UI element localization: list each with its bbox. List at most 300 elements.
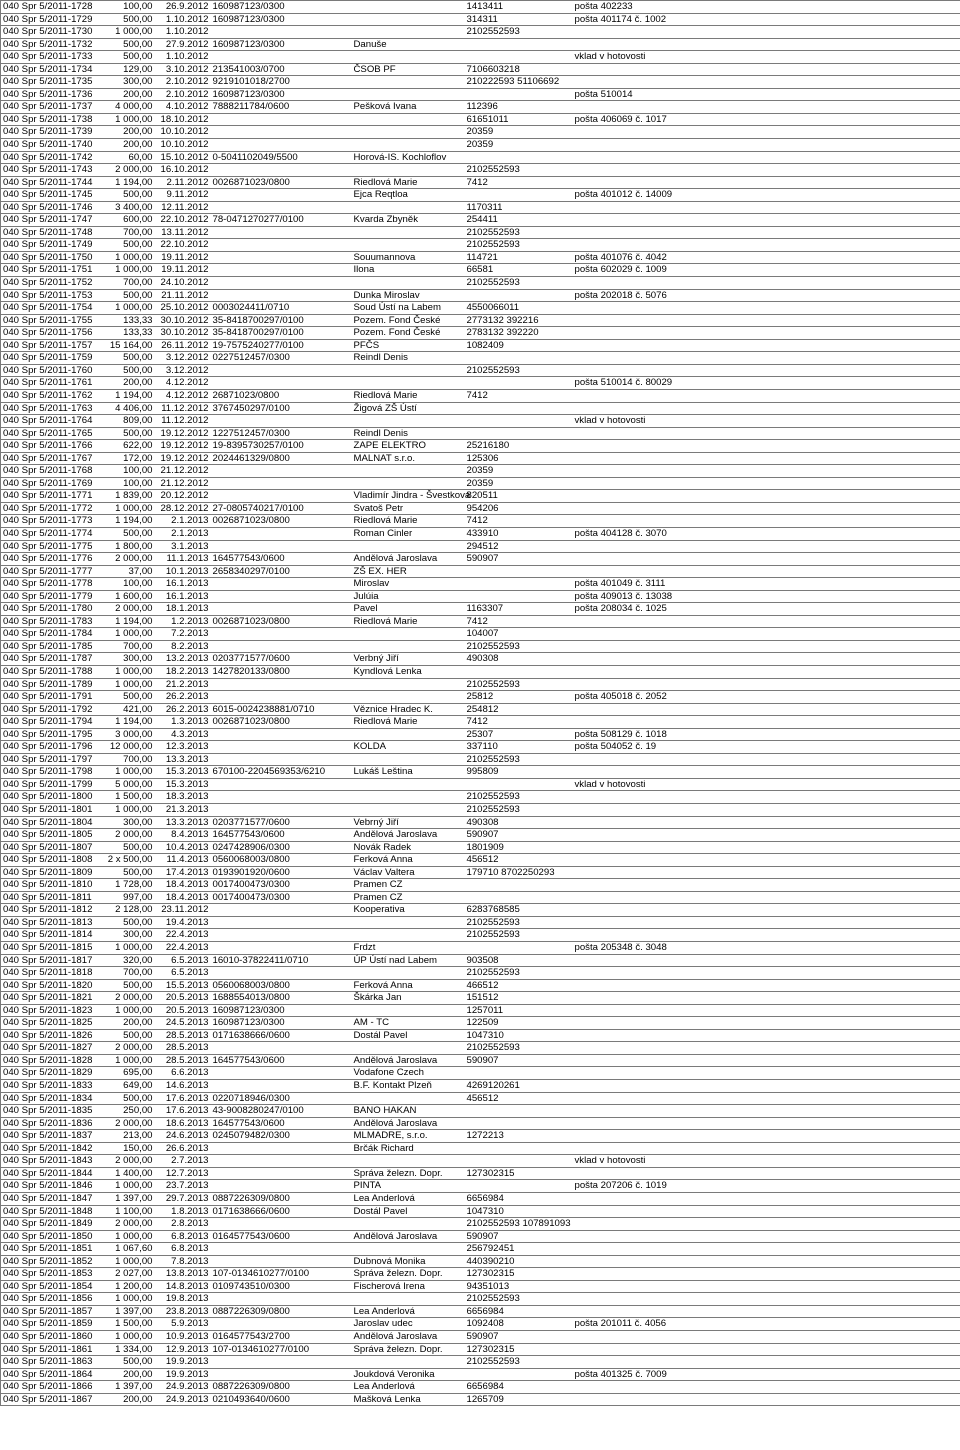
name-cell: Pozem. Fond České xyxy=(351,314,464,327)
account-cell: 160987123/0300 xyxy=(211,88,351,101)
account-cell xyxy=(211,804,351,817)
note-cell xyxy=(573,766,960,779)
account-cell xyxy=(211,590,351,603)
note-cell xyxy=(573,477,960,490)
amount-cell: 300,00 xyxy=(94,929,155,942)
date-cell: 17.6.2013 xyxy=(155,1092,211,1105)
table-row xyxy=(1,540,960,553)
amount-cell: 1 000,00 xyxy=(94,766,155,779)
note-cell: pošta 504052 č. 19 xyxy=(573,741,960,754)
date-cell: 3.1.2013 xyxy=(155,540,211,553)
ref-cell: 040 Spr 5/2011-1744 xyxy=(1,176,94,189)
vs-cell xyxy=(464,565,573,578)
note-cell xyxy=(573,1117,960,1130)
table-row xyxy=(1,728,960,741)
name-cell: Jaroslav udec xyxy=(351,1318,464,1331)
amount-cell: 500,00 xyxy=(94,841,155,854)
amount-cell: 2 000,00 xyxy=(94,1218,155,1231)
table-row xyxy=(1,402,960,415)
date-cell: 6.5.2013 xyxy=(155,954,211,967)
date-cell: 10.1.2013 xyxy=(155,565,211,578)
note-cell xyxy=(573,929,960,942)
name-cell: Joukdová Veronika xyxy=(351,1368,464,1381)
note-cell xyxy=(573,1105,960,1118)
vs-cell: 1163307 xyxy=(464,603,573,616)
account-cell xyxy=(211,51,351,64)
name-cell: Novák Radek xyxy=(351,841,464,854)
vs-cell: 2102552593 xyxy=(464,364,573,377)
account-cell xyxy=(211,929,351,942)
note-cell: pošta 508129 č. 1018 xyxy=(573,728,960,741)
table-row xyxy=(1,13,960,26)
date-cell: 29.7.2013 xyxy=(155,1192,211,1205)
ref-cell: 040 Spr 5/2011-1828 xyxy=(1,1054,94,1067)
name-cell: Reindl Denis xyxy=(351,427,464,440)
ref-cell: 040 Spr 5/2011-1768 xyxy=(1,465,94,478)
name-cell xyxy=(351,691,464,704)
table-row xyxy=(1,691,960,704)
ref-cell: 040 Spr 5/2011-1780 xyxy=(1,603,94,616)
date-cell: 4.3.2013 xyxy=(155,728,211,741)
date-cell: 1.3.2013 xyxy=(155,716,211,729)
amount-cell: 1 800,00 xyxy=(94,540,155,553)
amount-cell: 1 194,00 xyxy=(94,389,155,402)
date-cell: 3.12.2012 xyxy=(155,364,211,377)
ref-cell: 040 Spr 5/2011-1736 xyxy=(1,88,94,101)
date-cell: 6.8.2013 xyxy=(155,1243,211,1256)
account-cell: 0210493640/0600 xyxy=(211,1393,351,1406)
amount-cell: 500,00 xyxy=(94,289,155,302)
name-cell xyxy=(351,628,464,641)
account-cell xyxy=(211,1080,351,1093)
vs-cell: 104007 xyxy=(464,628,573,641)
vs-cell: 2102552593 xyxy=(464,277,573,290)
account-cell xyxy=(211,465,351,478)
table-row xyxy=(1,264,960,277)
date-cell: 26.11.2012 xyxy=(155,339,211,352)
table-row xyxy=(1,603,960,616)
account-cell xyxy=(211,1142,351,1155)
note-cell: pošta 510014 xyxy=(573,88,960,101)
vs-cell: 7412 xyxy=(464,615,573,628)
date-cell: 25.10.2012 xyxy=(155,302,211,315)
table-row xyxy=(1,427,960,440)
amount-cell: 500,00 xyxy=(94,427,155,440)
account-cell xyxy=(211,415,351,428)
ref-cell: 040 Spr 5/2011-1807 xyxy=(1,841,94,854)
note-cell: vklad v hotovosti xyxy=(573,778,960,791)
date-cell: 2.10.2012 xyxy=(155,88,211,101)
table-row xyxy=(1,590,960,603)
ref-cell: 040 Spr 5/2011-1751 xyxy=(1,264,94,277)
name-cell: Andělová Jaroslava xyxy=(351,1117,464,1130)
date-cell: 19.12.2012 xyxy=(155,440,211,453)
account-cell xyxy=(211,1042,351,1055)
note-cell: pošta 401012 č. 14009 xyxy=(573,189,960,202)
amount-cell: 500,00 xyxy=(94,239,155,252)
table-row xyxy=(1,189,960,202)
table-row xyxy=(1,716,960,729)
account-cell xyxy=(211,239,351,252)
account-cell xyxy=(211,603,351,616)
amount-cell: 2 027,00 xyxy=(94,1268,155,1281)
vs-cell: 2102552593 xyxy=(464,967,573,980)
table-row xyxy=(1,904,960,917)
ref-cell: 040 Spr 5/2011-1796 xyxy=(1,741,94,754)
account-cell: 0171638666/0600 xyxy=(211,1205,351,1218)
note-cell xyxy=(573,1381,960,1394)
vs-cell: 2102552593 xyxy=(464,804,573,817)
account-cell xyxy=(211,490,351,503)
amount-cell: 1 000,00 xyxy=(94,1293,155,1306)
account-cell: 0203771577/0600 xyxy=(211,816,351,829)
date-cell: 10.4.2013 xyxy=(155,841,211,854)
amount-cell: 4 406,00 xyxy=(94,402,155,415)
date-cell: 11.12.2012 xyxy=(155,415,211,428)
note-cell xyxy=(573,1255,960,1268)
date-cell: 22.4.2013 xyxy=(155,942,211,955)
name-cell xyxy=(351,753,464,766)
vs-cell: 4550066011 xyxy=(464,302,573,315)
account-cell: 160987123/0300 xyxy=(211,1004,351,1017)
amount-cell: 1 000,00 xyxy=(94,251,155,264)
vs-cell: 995809 xyxy=(464,766,573,779)
ref-cell: 040 Spr 5/2011-1729 xyxy=(1,13,94,26)
table-row xyxy=(1,829,960,842)
date-cell: 2.11.2012 xyxy=(155,176,211,189)
date-cell: 28.12.2012 xyxy=(155,502,211,515)
date-cell: 17.6.2013 xyxy=(155,1105,211,1118)
account-cell xyxy=(211,164,351,177)
vs-cell: 254812 xyxy=(464,703,573,716)
ref-cell: 040 Spr 5/2011-1759 xyxy=(1,352,94,365)
date-cell: 9.11.2012 xyxy=(155,189,211,202)
ref-cell: 040 Spr 5/2011-1853 xyxy=(1,1268,94,1281)
date-cell: 10.9.2013 xyxy=(155,1330,211,1343)
vs-cell: 256792451 xyxy=(464,1243,573,1256)
date-cell: 20.12.2012 xyxy=(155,490,211,503)
name-cell: Miroslav xyxy=(351,578,464,591)
amount-cell: 3 000,00 xyxy=(94,728,155,741)
ref-cell: 040 Spr 5/2011-1805 xyxy=(1,829,94,842)
account-cell xyxy=(211,139,351,152)
date-cell: 22.10.2012 xyxy=(155,214,211,227)
ref-cell: 040 Spr 5/2011-1799 xyxy=(1,778,94,791)
date-cell: 2.7.2013 xyxy=(155,1155,211,1168)
table-row xyxy=(1,201,960,214)
account-cell xyxy=(211,1318,351,1331)
table-row xyxy=(1,665,960,678)
ref-cell: 040 Spr 5/2011-1791 xyxy=(1,691,94,704)
amount-cell: 1 067,60 xyxy=(94,1243,155,1256)
date-cell: 18.3.2013 xyxy=(155,791,211,804)
table-row xyxy=(1,967,960,980)
name-cell: Mašková Lenka xyxy=(351,1393,464,1406)
ref-cell: 040 Spr 5/2011-1860 xyxy=(1,1330,94,1343)
ref-cell: 040 Spr 5/2011-1852 xyxy=(1,1255,94,1268)
vs-cell: 61651011 xyxy=(464,113,573,126)
vs-cell xyxy=(464,590,573,603)
amount-cell: 500,00 xyxy=(94,916,155,929)
vs-cell: 7106603218 xyxy=(464,63,573,76)
ref-cell: 040 Spr 5/2011-1787 xyxy=(1,653,94,666)
note-cell xyxy=(573,967,960,980)
date-cell: 10.10.2012 xyxy=(155,139,211,152)
vs-cell xyxy=(464,38,573,51)
amount-cell: 1 839,00 xyxy=(94,490,155,503)
note-cell xyxy=(573,1305,960,1318)
vs-cell xyxy=(464,1155,573,1168)
name-cell: Soud Ústí na Labem xyxy=(351,302,464,315)
ref-cell: 040 Spr 5/2011-1811 xyxy=(1,891,94,904)
note-cell xyxy=(573,1017,960,1030)
account-cell: 213541003/0700 xyxy=(211,63,351,76)
vs-cell: 2102552593 xyxy=(464,26,573,39)
ref-cell: 040 Spr 5/2011-1851 xyxy=(1,1243,94,1256)
ref-cell: 040 Spr 5/2011-1762 xyxy=(1,389,94,402)
table-row xyxy=(1,1105,960,1118)
account-cell xyxy=(211,678,351,691)
name-cell: Ilona xyxy=(351,264,464,277)
note-cell xyxy=(573,327,960,340)
ref-cell: 040 Spr 5/2011-1789 xyxy=(1,678,94,691)
note-cell xyxy=(573,76,960,89)
account-cell xyxy=(211,741,351,754)
table-row xyxy=(1,1142,960,1155)
amount-cell: 60,00 xyxy=(94,151,155,164)
note-cell xyxy=(573,402,960,415)
name-cell: Škárka Jan xyxy=(351,992,464,1005)
table-row xyxy=(1,854,960,867)
table-row xyxy=(1,1029,960,1042)
note-cell xyxy=(573,1393,960,1406)
ref-cell: 040 Spr 5/2011-1771 xyxy=(1,490,94,503)
amount-cell: 300,00 xyxy=(94,816,155,829)
table-row xyxy=(1,277,960,290)
name-cell: Pavel xyxy=(351,603,464,616)
account-cell xyxy=(211,967,351,980)
date-cell: 19.12.2012 xyxy=(155,452,211,465)
amount-cell: 2 000,00 xyxy=(94,1155,155,1168)
date-cell: 23.11.2012 xyxy=(155,904,211,917)
name-cell: Věznice Hradec K. xyxy=(351,703,464,716)
note-cell xyxy=(573,841,960,854)
ref-cell: 040 Spr 5/2011-1750 xyxy=(1,251,94,264)
account-cell: 160987123/0300 xyxy=(211,38,351,51)
name-cell: Andělová Jaroslava xyxy=(351,1230,464,1243)
amount-cell: 700,00 xyxy=(94,226,155,239)
note-cell xyxy=(573,1243,960,1256)
table-row xyxy=(1,753,960,766)
name-cell xyxy=(351,1042,464,1055)
name-cell: Vebrný Jiří xyxy=(351,816,464,829)
account-cell xyxy=(211,916,351,929)
name-cell xyxy=(351,76,464,89)
account-cell: 0164577543/2700 xyxy=(211,1330,351,1343)
table-row xyxy=(1,101,960,114)
account-cell xyxy=(211,1255,351,1268)
amount-cell: 500,00 xyxy=(94,1092,155,1105)
note-cell: pošta 404128 č. 3070 xyxy=(573,527,960,540)
note-cell xyxy=(573,992,960,1005)
vs-cell xyxy=(464,289,573,302)
table-row xyxy=(1,1293,960,1306)
note-cell xyxy=(573,440,960,453)
amount-cell: 1 500,00 xyxy=(94,791,155,804)
account-cell xyxy=(211,691,351,704)
amount-cell: 3 400,00 xyxy=(94,201,155,214)
date-cell: 4.12.2012 xyxy=(155,377,211,390)
amount-cell: 133,33 xyxy=(94,327,155,340)
amount-cell: 200,00 xyxy=(94,1017,155,1030)
name-cell xyxy=(351,1243,464,1256)
name-cell xyxy=(351,1,464,14)
note-cell xyxy=(573,1205,960,1218)
vs-cell: 4269120261 xyxy=(464,1080,573,1093)
note-cell xyxy=(573,829,960,842)
amount-cell: 2 000,00 xyxy=(94,992,155,1005)
date-cell: 10.10.2012 xyxy=(155,126,211,139)
ref-cell: 040 Spr 5/2011-1818 xyxy=(1,967,94,980)
table-row xyxy=(1,1080,960,1093)
account-cell: 1427820133/0800 xyxy=(211,665,351,678)
ref-cell: 040 Spr 5/2011-1733 xyxy=(1,51,94,64)
ref-cell: 040 Spr 5/2011-1772 xyxy=(1,502,94,515)
account-cell: 78-0471270277/0100 xyxy=(211,214,351,227)
ref-cell: 040 Spr 5/2011-1748 xyxy=(1,226,94,239)
note-cell xyxy=(573,389,960,402)
name-cell xyxy=(351,126,464,139)
account-cell: 7888211784/0600 xyxy=(211,101,351,114)
ref-cell: 040 Spr 5/2011-1779 xyxy=(1,590,94,603)
ref-cell: 040 Spr 5/2011-1730 xyxy=(1,26,94,39)
name-cell: Kyndlová Lenka xyxy=(351,665,464,678)
vs-cell: 590907 xyxy=(464,1230,573,1243)
date-cell: 26.2.2013 xyxy=(155,691,211,704)
name-cell xyxy=(351,1155,464,1168)
ref-cell: 040 Spr 5/2011-1774 xyxy=(1,527,94,540)
name-cell xyxy=(351,88,464,101)
note-cell xyxy=(573,1054,960,1067)
ref-cell: 040 Spr 5/2011-1761 xyxy=(1,377,94,390)
date-cell: 16.10.2012 xyxy=(155,164,211,177)
name-cell: Správa železn. Dopr. xyxy=(351,1167,464,1180)
ref-cell: 040 Spr 5/2011-1756 xyxy=(1,327,94,340)
note-cell xyxy=(573,1067,960,1080)
amount-cell: 622,00 xyxy=(94,440,155,453)
table-row xyxy=(1,866,960,879)
amount-cell: 1 400,00 xyxy=(94,1167,155,1180)
note-cell xyxy=(573,452,960,465)
note-cell xyxy=(573,1280,960,1293)
date-cell: 4.12.2012 xyxy=(155,389,211,402)
ref-cell: 040 Spr 5/2011-1769 xyxy=(1,477,94,490)
ref-cell: 040 Spr 5/2011-1784 xyxy=(1,628,94,641)
date-cell: 16.1.2013 xyxy=(155,590,211,603)
name-cell xyxy=(351,916,464,929)
note-cell xyxy=(573,904,960,917)
account-cell: 0003024411/0710 xyxy=(211,302,351,315)
account-cell: 0560068003/0800 xyxy=(211,854,351,867)
note-cell: pošta 202018 č. 5076 xyxy=(573,289,960,302)
vs-cell: 490308 xyxy=(464,653,573,666)
ref-cell: 040 Spr 5/2011-1760 xyxy=(1,364,94,377)
vs-cell xyxy=(464,1180,573,1193)
vs-cell: 1082409 xyxy=(464,339,573,352)
table-row xyxy=(1,916,960,929)
table-row xyxy=(1,126,960,139)
note-cell xyxy=(573,214,960,227)
table-row xyxy=(1,816,960,829)
name-cell: Julúia xyxy=(351,590,464,603)
date-cell: 24.10.2012 xyxy=(155,277,211,290)
ref-cell: 040 Spr 5/2011-1749 xyxy=(1,239,94,252)
vs-cell: 954206 xyxy=(464,502,573,515)
table-row xyxy=(1,1318,960,1331)
amount-cell: 1 100,00 xyxy=(94,1205,155,1218)
name-cell: Václav Valtera xyxy=(351,866,464,879)
table-row xyxy=(1,1243,960,1256)
vs-cell: 179710 8702250293 xyxy=(464,866,573,879)
amount-cell: 2 128,00 xyxy=(94,904,155,917)
amount-cell: 200,00 xyxy=(94,139,155,152)
vs-cell xyxy=(464,88,573,101)
date-cell: 28.5.2013 xyxy=(155,1029,211,1042)
amount-cell: 500,00 xyxy=(94,38,155,51)
note-cell xyxy=(573,553,960,566)
note-cell xyxy=(573,640,960,653)
date-cell: 19.12.2012 xyxy=(155,427,211,440)
note-cell xyxy=(573,653,960,666)
note-cell xyxy=(573,615,960,628)
note-cell xyxy=(573,1167,960,1180)
ref-cell: 040 Spr 5/2011-1843 xyxy=(1,1155,94,1168)
name-cell: Kvarda Zbyněk xyxy=(351,214,464,227)
table-row xyxy=(1,113,960,126)
note-cell: pošta 401174 č. 1002 xyxy=(573,13,960,26)
date-cell: 2.10.2012 xyxy=(155,76,211,89)
name-cell: ÚP Ústí nad Labem xyxy=(351,954,464,967)
amount-cell: 1 000,00 xyxy=(94,804,155,817)
vs-cell xyxy=(464,51,573,64)
account-cell: 9219101018/2700 xyxy=(211,76,351,89)
name-cell: Riedlová Marie xyxy=(351,716,464,729)
account-cell: 35-8418700297/0100 xyxy=(211,314,351,327)
amount-cell: 100,00 xyxy=(94,477,155,490)
amount-cell: 1 000,00 xyxy=(94,628,155,641)
date-cell: 13.3.2013 xyxy=(155,816,211,829)
date-cell: 18.1.2013 xyxy=(155,603,211,616)
vs-cell: 294512 xyxy=(464,540,573,553)
table-row xyxy=(1,1092,960,1105)
amount-cell: 1 194,00 xyxy=(94,515,155,528)
name-cell: Dunka Miroslav xyxy=(351,289,464,302)
table-row xyxy=(1,302,960,315)
account-cell: 1688554013/0800 xyxy=(211,992,351,1005)
name-cell xyxy=(351,226,464,239)
note-cell xyxy=(573,804,960,817)
note-cell xyxy=(573,1268,960,1281)
amount-cell: 1 500,00 xyxy=(94,1318,155,1331)
ref-cell: 040 Spr 5/2011-1783 xyxy=(1,615,94,628)
account-cell: 0171638666/0600 xyxy=(211,1029,351,1042)
vs-cell: 590907 xyxy=(464,829,573,842)
ref-cell: 040 Spr 5/2011-1849 xyxy=(1,1218,94,1231)
date-cell: 6.5.2013 xyxy=(155,967,211,980)
note-cell xyxy=(573,490,960,503)
amount-cell: 1 600,00 xyxy=(94,590,155,603)
account-cell: 2658340297/0100 xyxy=(211,565,351,578)
